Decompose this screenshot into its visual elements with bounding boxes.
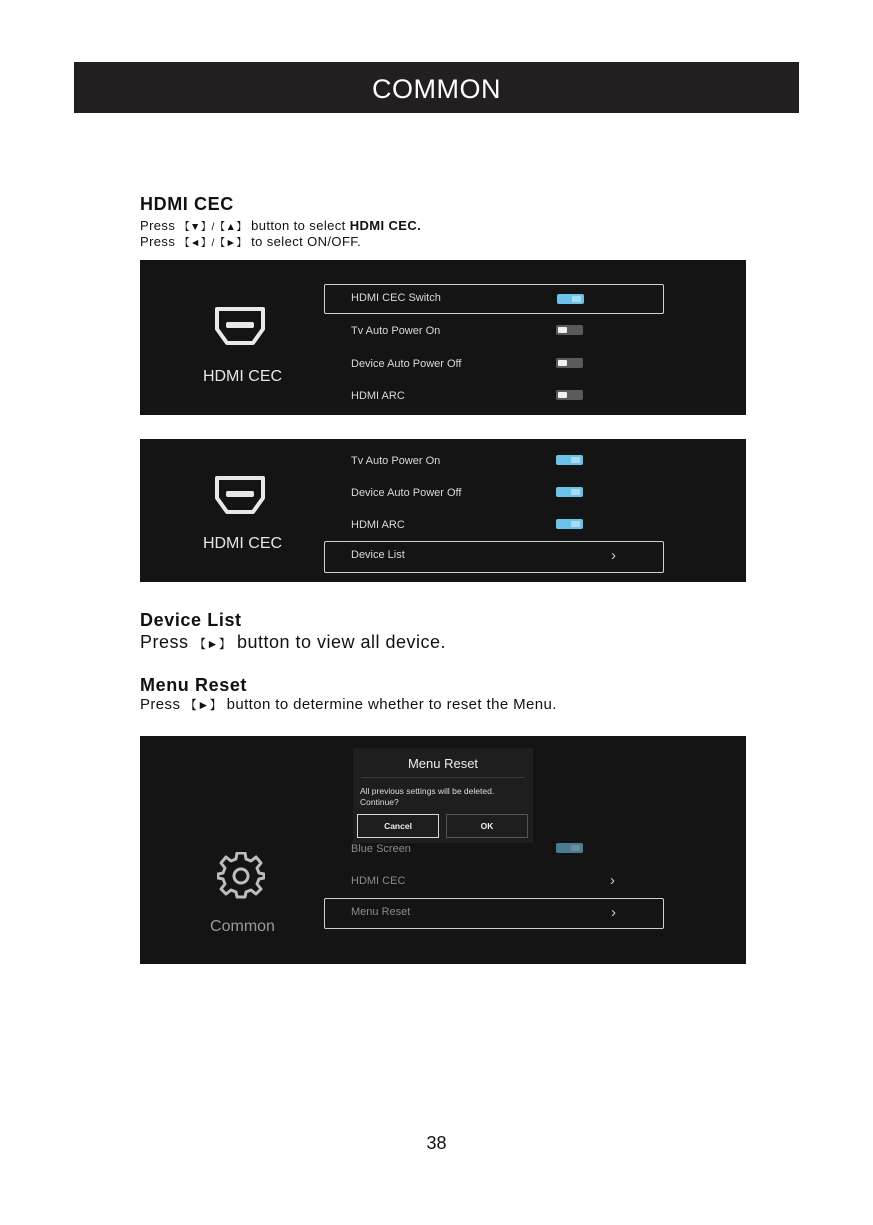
instruction-target: HDMI CEC. [349,218,422,233]
instruction-hdmi-cec-select [140,218,421,233]
instruction-keys: 【►】 [194,637,232,651]
instruction-keys: 【▼】/【▲】 [179,222,248,233]
instruction-keys: 【►】 [184,698,222,712]
hdmi-cec-label: HDMI CEC [202,368,283,385]
section-title-menu-reset: Menu Reset [140,675,248,695]
toggle-knob [571,457,580,463]
common-label: Common [210,918,275,935]
toggle-knob [558,327,567,333]
toggle-switch[interactable] [556,487,583,497]
menu-item-hdmi-cec-switch[interactable] [324,284,664,314]
menu-item-label: Menu Reset [351,906,411,918]
toggle-knob [571,489,580,495]
toggle-knob [571,521,580,527]
menu-item-label: HDMI ARC [351,390,405,402]
instruction-text: button to select [251,218,346,233]
tv-screen-common [140,736,746,964]
menu-item-label: Device Auto Power Off [351,487,462,499]
menu-item-device-auto-power-off[interactable] [324,349,664,379]
hdmi-cec-label: HDMI CEC [202,535,283,552]
dialog-message-line: All previous settings will be deleted. [360,786,495,796]
page-number: 38 [426,1133,447,1153]
cancel-button[interactable]: Cancel [357,814,439,838]
menu-item-label: Blue Screen [351,843,411,855]
menu-item-label: Device List [351,549,405,561]
ok-button[interactable]: OK [446,814,528,838]
menu-item-tv-auto-power-on[interactable] [324,316,664,346]
section-title-device-list: Device List [140,610,242,630]
instruction-press: Press [140,632,189,652]
dialog-title: Menu Reset [407,756,479,771]
menu-reset-dialog [353,748,533,843]
toggle-knob [558,392,567,398]
menu-item-hdmi-arc[interactable] [324,381,664,411]
menu-item-device-list[interactable] [324,541,664,573]
tv-screen-hdmi-cec-2 [140,439,746,582]
instruction-keys: 【◄】/【►】 [179,238,248,249]
instruction-text: button to determine whether to reset the Menu. [226,696,557,713]
chevron-right-icon: › [610,872,615,889]
instruction-text: button to view all device. [236,632,447,652]
toggle-switch[interactable] [556,843,583,853]
section-title-hdmi-cec: HDMI CEC [140,194,234,214]
tv-screen-hdmi-cec-1 [140,260,746,415]
toggle-knob [558,360,567,366]
menu-item-hdmi-arc[interactable] [324,510,664,540]
hdmi-port-icon [213,305,267,347]
instruction-hdmi-cec-onoff [140,234,361,249]
menu-item-label: Device Auto Power Off [351,358,462,370]
menu-item-menu-reset[interactable] [324,898,664,929]
hdmi-port-icon [213,474,267,516]
instruction-device-list [140,632,446,653]
toggle-switch[interactable] [556,325,583,335]
menu-item-label: HDMI CEC Switch [351,292,441,304]
instruction-press: Press [140,218,176,233]
gear-icon [217,852,265,900]
dialog-message [360,786,494,808]
menu-item-label: HDMI CEC [351,875,406,887]
instruction-press: Press [140,234,176,249]
toggle-switch[interactable] [556,358,583,368]
instruction-press: Press [140,696,181,713]
toggle-switch[interactable] [557,294,584,304]
menu-item-tv-auto-power-on[interactable] [324,446,664,476]
chevron-right-icon: › [611,547,616,564]
menu-item-device-auto-power-off[interactable] [324,478,664,508]
toggle-knob [572,296,581,302]
toggle-switch[interactable] [556,455,583,465]
toggle-knob [571,845,580,851]
menu-item-blue-screen[interactable] [324,834,664,864]
toggle-switch[interactable] [556,519,583,529]
menu-item-label: Tv Auto Power On [351,455,441,467]
menu-item-hdmi-cec[interactable] [324,866,664,896]
dialog-divider [361,777,525,778]
dialog-message-line: Continue? [360,797,399,807]
instruction-text: to select ON/OFF. [251,234,362,249]
instruction-menu-reset [140,696,557,713]
menu-item-label: Tv Auto Power On [351,325,441,337]
toggle-switch[interactable] [556,390,583,400]
menu-item-label: HDMI ARC [351,519,405,531]
page-header: COMMON [74,62,799,113]
chevron-right-icon: › [611,904,616,921]
